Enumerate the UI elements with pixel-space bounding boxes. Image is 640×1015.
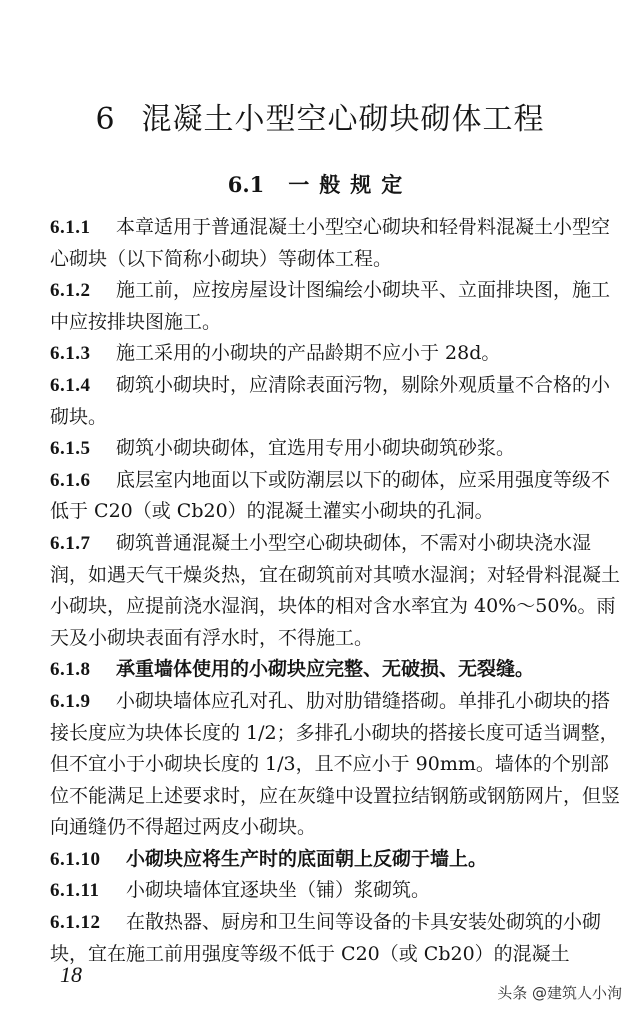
section-number: 6.1	[227, 172, 265, 197]
clause-text: 底层室内地面以下或防潮层以下的砌体，应采用强度等级不低于 C20（或 Cb20）的混凝土灌实小砌块的孔洞。	[50, 468, 611, 523]
clause-6-1-12	[50, 907, 622, 970]
clause-text: 施工前，应按房屋设计图编绘小砌块平、立面排块图，施工中应按排块图施工。	[50, 279, 611, 333]
clause-text: 施工采用的小砌块的产品龄期不应小于 28d。	[116, 342, 501, 365]
clause-text: 小砌块墙体宜逐块坐（铺）浆砌筑。	[126, 879, 431, 902]
clause-6-1-1	[50, 212, 622, 275]
page-number: 18	[60, 962, 82, 987]
chapter-title	[0, 98, 640, 142]
clause-number: 6.1.4	[50, 374, 91, 396]
clause-number: 6.1.11	[50, 880, 100, 902]
chapter-title-text: 混凝土小型空心砌块砌体工程	[141, 102, 545, 137]
chapter-number: 6	[95, 102, 116, 137]
clause-number: 6.1.9	[50, 690, 91, 712]
clause-6-1-7	[50, 528, 622, 654]
clause-number: 6.1.5	[50, 438, 91, 460]
clause-text-mandatory: 承重墙体使用的小砌块应完整、无破损、无裂缝。	[116, 658, 535, 681]
clause-6-1-2	[50, 275, 622, 338]
section-title-text: 一般规定	[288, 172, 413, 197]
clause-number: 6.1.1	[50, 217, 91, 238]
clause-text: 砌筑小砌块砌体，宜选用专用小砌块砌筑砂浆。	[116, 437, 516, 460]
clause-6-1-10	[50, 844, 622, 876]
section-title	[0, 170, 640, 200]
clause-6-1-9	[50, 686, 622, 844]
clause-number: 6.1.3	[50, 343, 91, 365]
clause-text-mandatory: 小砌块应将生产时的底面朝上反砌于墙上。	[126, 847, 488, 870]
clause-number: 6.1.10	[50, 848, 101, 870]
clause-6-1-5	[50, 433, 622, 465]
clause-6-1-11	[50, 875, 622, 907]
clause-text: 本章适用于普通混凝土小型空心砌块和轻骨料混凝土小型空心砌块（以下简称小砌块）等砌体工程。	[50, 216, 611, 270]
clause-6-1-4	[50, 370, 622, 433]
clause-text: 砌筑普通混凝土小型空心砌块砌体，不需对小砌块浇水湿润，如遇天气干燥炎热，宜在砌筑前对其喷水湿润；对轻骨料混凝土小砌块，应提前浇水湿润，块体的相对含水率宜为 40%～50%。雨天及小砌块表面有浮水时，不得施工。	[50, 531, 621, 649]
clause-6-1-8	[50, 654, 622, 686]
clause-text: 在散热器、厨房和卫生间等设备的卡具安装处砌筑的小砌块，宜在施工前用强度等级不低于 C20（或 Cb20）的混凝土	[50, 911, 602, 965]
clause-number: 6.1.6	[50, 469, 91, 491]
clause-number: 6.1.2	[50, 280, 91, 302]
source-watermark: 头条 @建筑人小洵	[497, 984, 622, 1002]
clause-number: 6.1.8	[50, 659, 91, 681]
clause-text: 砌筑小砌块时，应清除表面污物，剔除外观质量不合格的小砌块。	[50, 373, 611, 428]
clause-number: 6.1.7	[50, 532, 91, 554]
clause-list	[50, 212, 622, 970]
clause-6-1-3	[50, 338, 622, 370]
clause-number: 6.1.12	[50, 912, 101, 934]
clause-6-1-6	[50, 465, 622, 528]
clause-text: 小砌块墙体应孔对孔、肋对肋错缝搭砌。单排孔小砌块的搭接长度应为块体长度的 1/2；多排孔小砌块的搭接长度可适当调整，但不宜小于小砌块长度的 1/3，且不应小于 90mm。墙体的个别部位不能满足上述要求时，应在灰缝中设置拉结钢筋或钢筋网片，但竖向通缝仍不得超过两皮小砌块。	[50, 689, 621, 839]
